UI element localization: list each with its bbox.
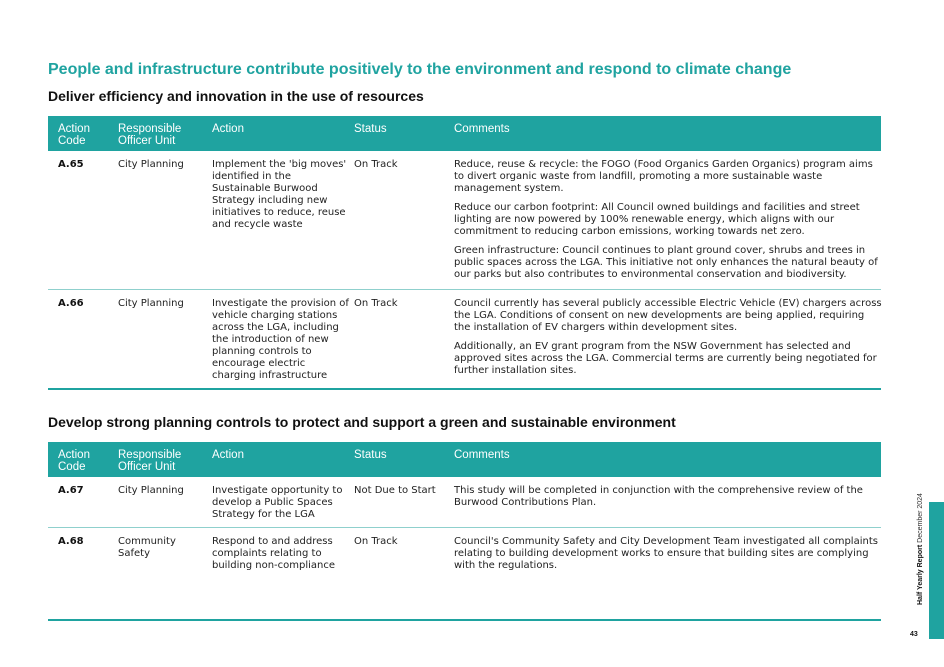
- section-heading-resources: Deliver efficiency and innovation in the use of resources: [48, 88, 424, 104]
- report-name: Half Yearly Report: [917, 544, 924, 605]
- action-code: A.66: [58, 298, 84, 309]
- comment-paragraph: Council currently has several publicly accessible Electric Vehicle (EV) chargers across the LGA. Conditions of consent on new developments are being applied, requiring the installation of EV chargers within development sites.: [454, 298, 882, 333]
- action-code: A.65: [58, 159, 84, 170]
- section-heading-planning: Develop strong planning controls to protect and support a green and sustainable environment: [48, 414, 676, 430]
- header-status: Status: [354, 123, 387, 135]
- header-status: Status: [354, 449, 387, 461]
- action-text: Implement the 'big moves' identified in the Sustainable Burwood Strategy including new initiatives to reduce, reuse and recycle waste: [212, 159, 347, 230]
- comment-paragraph: Additionally, an EV grant program from the NSW Government has selected and approved sites across the LGA. Commercial terms are currently being negotiated for further installation sites.: [454, 341, 877, 376]
- table-row: [48, 477, 881, 528]
- status-text: Not Due to Start: [354, 485, 436, 496]
- status-text: On Track: [354, 536, 398, 547]
- actions-table-resources: [48, 116, 881, 390]
- responsible-unit: Community Safety: [118, 536, 176, 559]
- responsible-unit: City Planning: [118, 485, 184, 496]
- table-header: [48, 116, 881, 151]
- comment-paragraph: Council's Community Safety and City Development Team investigated all complaints relating to building development works to ensure that building sites are complying with the regulations.: [454, 536, 878, 571]
- comments: [454, 485, 882, 509]
- header-action-code: Action Code: [58, 123, 90, 147]
- comment-paragraph: Reduce our carbon footprint: All Council owned buildings and facilities and street lighting are now powered by 100% renewable energy, which aligns with our commitment to reducing carbon emissions, working towards net zero.: [454, 202, 860, 237]
- table-row: [48, 290, 881, 390]
- actions-table-planning: [48, 442, 881, 621]
- header-action-code: Action Code: [58, 449, 90, 473]
- header-action: Action: [212, 123, 244, 135]
- comment-paragraph: Green infrastructure: Council continues to plant ground cover, shrubs and trees in public spaces across the LGA. This initiative not only enhances the natural beauty of our parks but also contributes to environmental conservation and biodiversity.: [454, 245, 878, 280]
- header-action: Action: [212, 449, 244, 461]
- report-date: December 2024: [917, 493, 924, 543]
- status-text: On Track: [354, 298, 398, 309]
- header-comments: Comments: [454, 449, 510, 461]
- report-label: [917, 493, 924, 605]
- responsible-unit: City Planning: [118, 159, 184, 170]
- table-row: [48, 528, 881, 621]
- page-number: 43: [910, 631, 918, 638]
- header-responsible-unit: Responsible Officer Unit: [118, 449, 182, 473]
- comment-paragraph: Reduce, reuse & recycle: the FOGO (Food Organics Garden Organics) program aims to divert organic waste from landfill, promoting a more sustainable waste management system.: [454, 159, 873, 194]
- header-responsible-unit: Responsible Officer Unit: [118, 123, 182, 147]
- comments: [454, 159, 882, 281]
- action-text: Investigate the provision of vehicle charging stations across the LGA, including the introduction of new planning controls to encourage electric charging infrastructure: [212, 298, 349, 381]
- table-row: [48, 151, 881, 290]
- action-code: A.68: [58, 536, 84, 547]
- action-code: A.67: [58, 485, 84, 496]
- side-accent-bar: [929, 502, 944, 639]
- action-text: Investigate opportunity to develop a Public Spaces Strategy for the LGA: [212, 485, 343, 520]
- status-text: On Track: [354, 159, 398, 170]
- comments: [454, 298, 882, 377]
- header-comments: Comments: [454, 123, 510, 135]
- comment-paragraph: This study will be completed in conjunction with the comprehensive review of the Burwood Contributions Plan.: [454, 485, 863, 508]
- comments: [454, 536, 882, 572]
- action-text: Respond to and address complaints relating to building non-compliance: [212, 536, 336, 571]
- page-title: People and infrastructure contribute positively to the environment and respond to climate change: [48, 61, 792, 78]
- table-header: [48, 442, 881, 477]
- responsible-unit: City Planning: [118, 298, 184, 309]
